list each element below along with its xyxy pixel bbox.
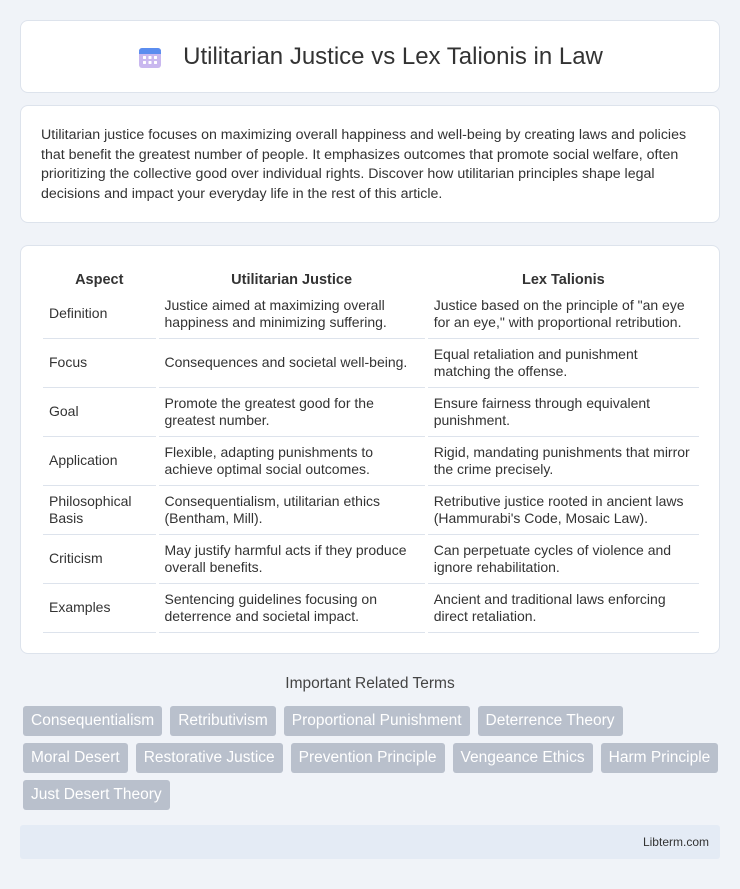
header-utilitarian: Utilitarian Justice xyxy=(231,272,353,288)
footer-site-link[interactable]: Libterm.com xyxy=(642,835,709,849)
footer xyxy=(20,825,720,859)
utilitarian-cell: Consequentialism, utilitarian ethics (Bentham, Mill). xyxy=(159,486,425,535)
related-term-tag[interactable]: Restorative Justice xyxy=(136,743,283,773)
utilitarian-cell: Promote the greatest good for the greatest number. xyxy=(159,388,425,437)
aspect-cell: Criticism xyxy=(43,535,156,584)
related-term-tag[interactable]: Moral Desert xyxy=(23,743,128,773)
table-row xyxy=(43,437,699,486)
table-row xyxy=(43,290,699,339)
lex-talionis-cell: Ensure fairness through equivalent punishment. xyxy=(428,388,699,437)
related-term-tag[interactable]: Proportional Punishment xyxy=(284,706,470,736)
page-title: Utilitarian Justice vs Lex Talionis in Law xyxy=(183,42,603,70)
related-term-tag[interactable]: Prevention Principle xyxy=(291,743,445,773)
aspect-cell: Examples xyxy=(43,584,156,633)
related-terms-title: Important Related Terms xyxy=(285,675,455,692)
table-row xyxy=(43,388,699,437)
lex-talionis-cell: Retributive justice rooted in ancient laws (Hammurabi's Code, Mosaic Law). xyxy=(428,486,699,535)
table-row xyxy=(43,584,699,633)
aspect-cell: Definition xyxy=(43,290,156,339)
lex-talionis-cell: Equal retaliation and punishment matching the offense. xyxy=(428,339,699,388)
table-header-row xyxy=(43,266,699,290)
header-lex-talionis: Lex Talionis xyxy=(521,272,605,288)
utilitarian-cell: Consequences and societal well-being. xyxy=(159,339,425,388)
utilitarian-cell: May justify harmful acts if they produce overall benefits. xyxy=(159,535,425,584)
header-aspect: Aspect xyxy=(75,272,124,288)
related-term-tag[interactable]: Retributivism xyxy=(170,706,276,736)
related-term-tag[interactable]: Consequentialism xyxy=(23,706,162,736)
related-term-tag[interactable]: Deterrence Theory xyxy=(478,706,623,736)
related-terms-list xyxy=(23,706,723,810)
lex-talionis-cell: Ancient and traditional laws enforcing direct retaliation. xyxy=(428,584,699,633)
intro-card xyxy=(20,105,720,223)
comparison-table-card xyxy=(20,245,720,654)
utilitarian-cell: Justice aimed at maximizing overall happiness and minimizing suffering. xyxy=(159,290,425,339)
related-term-tag[interactable]: Vengeance Ethics xyxy=(453,743,593,773)
comparison-table xyxy=(43,266,699,633)
table-row xyxy=(43,339,699,388)
related-term-tag[interactable]: Harm Principle xyxy=(601,743,719,773)
aspect-cell: Application xyxy=(43,437,156,486)
lex-talionis-cell: Justice based on the principle of "an eye for an eye," with proportional retribution. xyxy=(428,290,699,339)
lex-talionis-cell: Rigid, mandating punishments that mirror the crime precisely. xyxy=(428,437,699,486)
aspect-cell: Goal xyxy=(43,388,156,437)
table-row xyxy=(43,535,699,584)
table-row xyxy=(43,486,699,535)
header-card xyxy=(20,20,720,93)
intro-text: Utilitarian justice focuses on maximizing overall happiness and well-being by creating laws and policies that benefit the greatest number of people. It emphasizes outcomes that promote social welfare, often prioritizing the collective good over individual rights. Discover how utilitarian principles shape legal decisions and impact your everyday life in the rest of this article. xyxy=(41,127,687,202)
utilitarian-cell: Flexible, adapting punishments to achieve optimal social outcomes. xyxy=(159,437,425,486)
calendar-icon xyxy=(137,44,163,70)
lex-talionis-cell: Can perpetuate cycles of violence and ignore rehabilitation. xyxy=(428,535,699,584)
aspect-cell: Philosophical Basis xyxy=(43,486,156,535)
related-term-tag[interactable]: Just Desert Theory xyxy=(23,780,170,810)
aspect-cell: Focus xyxy=(43,339,156,388)
utilitarian-cell: Sentencing guidelines focusing on deterrence and societal impact. xyxy=(159,584,425,633)
